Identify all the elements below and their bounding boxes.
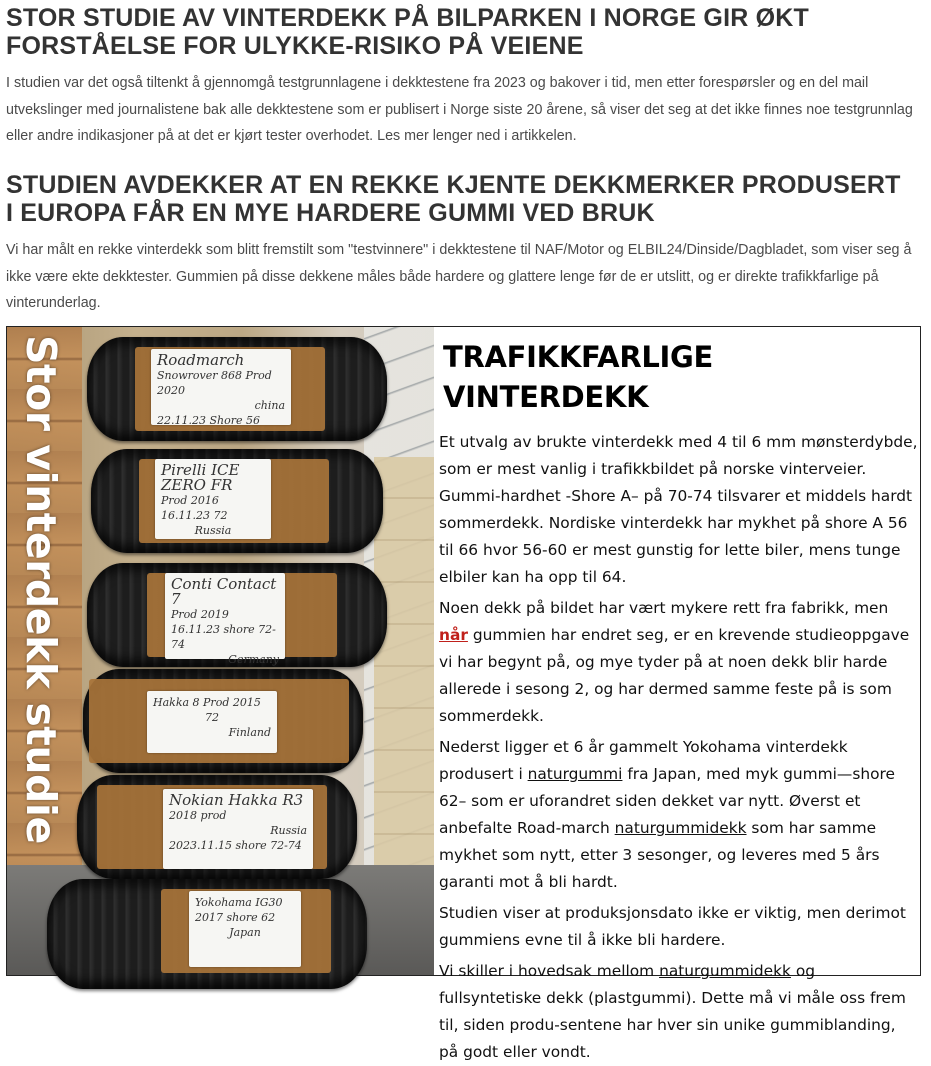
panel-title: TRAFIKKFARLIGE VINTERDEKK <box>443 340 714 414</box>
article-heading-2: STUDIEN AVDEKKER AT EN REKKE KJENTE DEKKMERKER PRODUSERT I EUROPA FÅR EN MYE HARDERE GUMMI VED BRUK <box>6 171 901 227</box>
panel-paragraph-1: Et utvalg av brukte vinterdekk med 4 til 6 mm mønsterdybde, som er mest vanlig i trafikkbildet på norske vinterveier. Gummi-hardhet -Shore A– på 70-74 tilsvarer et middels hardt sommerdekk. Nordiske vinterdekk har mykhet på shore A 56 til 66 hvor 56-60 er mest gunstig for lette biler, mens tunge elbiler kan ha opp til 64. <box>439 433 918 586</box>
panel-paragraph-2: Noen dekk på bildet har vært mykere rett fra fabrikk, men når gummien har endret seg, er en krevende studieoppgave vi har begynt på, og mye tyder på at noen dekk blir harde allerede i sesong 2, og har dermed samme feste på is som sommerdekk. <box>439 599 910 725</box>
panel-paragraph-3: Nederst ligger et 6 år gammelt Yokohama vinterdekk produsert i naturgummi fra Japan, med myk gummi—shore 62– som er uforandret siden dekket var nytt. Øverst et anbefalte Road-march naturgummidekk som har samme mykhet som nytt, etter 3 sesonger, og leveres med 5 års garanti mot å bli hardt. <box>439 738 895 891</box>
naturgummidekk-link[interactable]: naturgummidekk <box>659 962 791 980</box>
tire-label-1: Roadmarch Snowrover 868 Prod 2020 china 22.11.23 Shore 56 <box>151 349 291 425</box>
tire-3 <box>87 563 387 667</box>
infographic-figure <box>6 326 921 1061</box>
highlight-naar: når <box>439 626 468 644</box>
photo-boxes <box>374 457 434 877</box>
tire-6 <box>47 879 367 989</box>
tire-2 <box>91 449 383 553</box>
article-paragraph-2: Vi har målt en rekke vinterdekk som blitt fremstilt som "testvinnere" i dekktestene til NAF/Motor og ELBIL24/Dinside/Dagbladet, som viser seg å ikke være ekte dekktester. Gummien på disse dekkene måles både hardere og glattere lenge før de er utslitt, og er direkte trafikkfarlige på vinterunderlag. <box>6 242 912 311</box>
naturgummi-link[interactable]: naturgummi <box>527 765 623 783</box>
tire-label-3: Conti Contact 7 Prod 2019 16.11.23 shore 72-74 Germany <box>165 573 285 659</box>
tire-label-6: Yokohama IG30 2017 shore 62 Japan <box>189 891 301 967</box>
vertical-photo-title: Stor vinterdekk studie <box>17 335 65 844</box>
article-paragraph-1: I studien var det også tiltenkt å gjennomgå testgrunnlagene i dekktestene fra 2023 og bakover i tid, men etter forespørsler og en del mail utvekslinger med journalistene bak alle dekktestene som er publisert i Norge siste 20 årene, så viser det seg at det ikke finnes noe testgrunnlag eller andre indikasjoner på at det er kjørt tester overhodet. Les mer lenger ned i artikkelen. <box>6 75 913 144</box>
tire-label-2: Pirelli ICE ZERO FR Prod 2016 16.11.23 72 Russia <box>155 459 271 539</box>
tire-label-4: Hakka 8 Prod 2015 72 Finland <box>147 691 277 753</box>
article-heading-1: STOR STUDIE AV VINTERDEKK PÅ BILPARKEN I NORGE GIR ØKT FORSTÅELSE FOR ULYKKE-RISIKO PÅ VEIENE <box>6 4 809 60</box>
infographic-text-panel <box>439 327 920 1061</box>
panel-paragraph-5: Vi skiller i hovedsak mellom naturgummidekk og fullsyntetiske dekk (plastgummi). Dette må vi måle oss frem til, siden produ-sentene har hver sin unike gummiblanding, på godt eller vondt. <box>439 962 906 1061</box>
tire-4 <box>83 669 363 773</box>
tire-label-5: Nokian Hakka R3 2018 prod Russia 2023.11.15 shore 72-74 <box>163 789 313 869</box>
tire-5 <box>77 775 357 879</box>
tire-stack-photo <box>7 327 434 975</box>
naturgummidekk-link[interactable]: naturgummidekk <box>614 819 747 837</box>
tire-1 <box>87 337 387 441</box>
panel-paragraph-4: Studien viser at produksjonsdato ikke er viktig, men derimot gummiens evne til å ikke bli hardere. <box>439 904 906 949</box>
